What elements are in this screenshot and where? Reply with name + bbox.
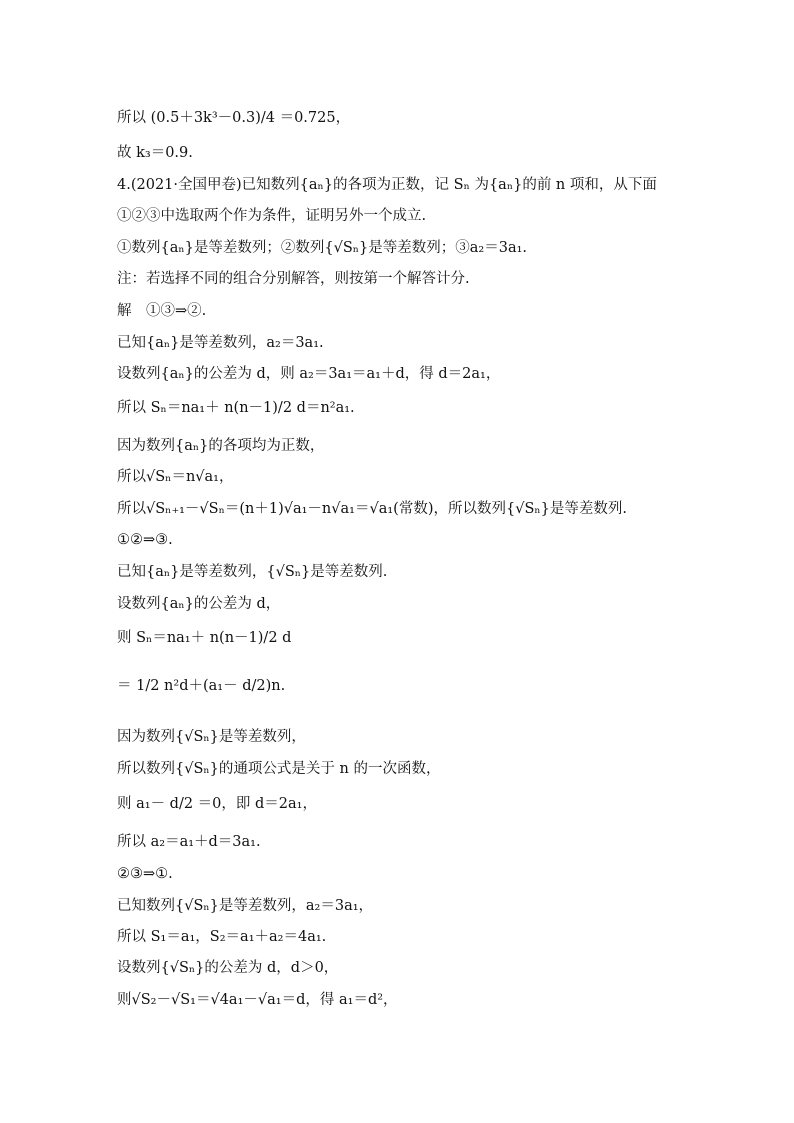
text-line-8: 已知{aₙ}是等差数列，a₂＝3a₁.: [117, 335, 324, 351]
text-line-5: ①数列{aₙ}是等差数列；②数列{√Sₙ}是等差数列；③a₂＝3a₁.: [117, 240, 528, 256]
text-line-13: 所以√Sₙ₊₁－√Sₙ＝(n＋1)√a₁－n√a₁＝√a₁(常数)，所以数列{√Sₙ}是等差数列.: [117, 501, 627, 517]
text-line-14: ①②⇒③.: [117, 532, 173, 548]
text-line-4: ①②③中选取两个作为条件，证明另外一个成立.: [117, 208, 427, 224]
text-line-18: ＝ 1/2 n²d＋(a₁－ d/2)n.: [117, 678, 286, 694]
text-line-25: 所以 S₁＝a₁，S₂＝a₁＋a₂＝4a₁.: [117, 929, 327, 945]
text-line-12: 所以√Sₙ＝n√a₁，: [117, 469, 234, 485]
text-line-2: 故 k₃＝0.9.: [117, 145, 193, 161]
text-line-15: 已知{aₙ}是等差数列，{√Sₙ}是等差数列.: [117, 564, 388, 580]
text-line-1: 所以 (0.5＋3k³－0.3)/4 ＝0.725，: [117, 110, 351, 126]
text-line-3: 4.(2021·全国甲卷)已知数列{aₙ}的各项为正数，记 Sₙ 为{aₙ}的前 n 项和，从下面: [117, 177, 657, 193]
text-line-26: 设数列{√Sₙ}的公差为 d，d＞0，: [117, 960, 339, 976]
text-line-7: 解 ①③⇒②.: [117, 303, 207, 319]
text-line-6: 注：若选择不同的组合分别解答，则按第一个解答计分.: [117, 271, 470, 287]
text-line-27: 则√S₂－√S₁＝√4a₁－√a₁＝d，得 a₁＝d²，: [117, 992, 398, 1008]
text-line-10: 所以 Sₙ＝na₁＋ n(n－1)/2 d＝n²a₁.: [117, 400, 355, 416]
text-line-23: ②③⇒①.: [117, 866, 173, 882]
text-line-24: 已知数列{√Sₙ}是等差数列，a₂＝3a₁，: [117, 898, 374, 914]
text-line-9: 设数列{aₙ}的公差为 d，则 a₂＝3a₁＝a₁＋d，得 d＝2a₁，: [117, 366, 501, 382]
text-line-19: 因为数列{√Sₙ}是等差数列，: [117, 729, 306, 745]
text-line-16: 设数列{aₙ}的公差为 d，: [117, 596, 281, 612]
text-line-22: 所以 a₂＝a₁＋d＝3a₁.: [117, 834, 261, 850]
text-line-17: 则 Sₙ＝na₁＋ n(n－1)/2 d: [117, 630, 292, 646]
text-line-11: 因为数列{aₙ}的各项均为正数，: [117, 438, 325, 454]
text-line-21: 则 a₁－ d/2 ＝0，即 d＝2a₁，: [117, 796, 317, 812]
text-line-20: 所以数列{√Sₙ}的通项公式是关于 n 的一次函数，: [117, 761, 441, 777]
